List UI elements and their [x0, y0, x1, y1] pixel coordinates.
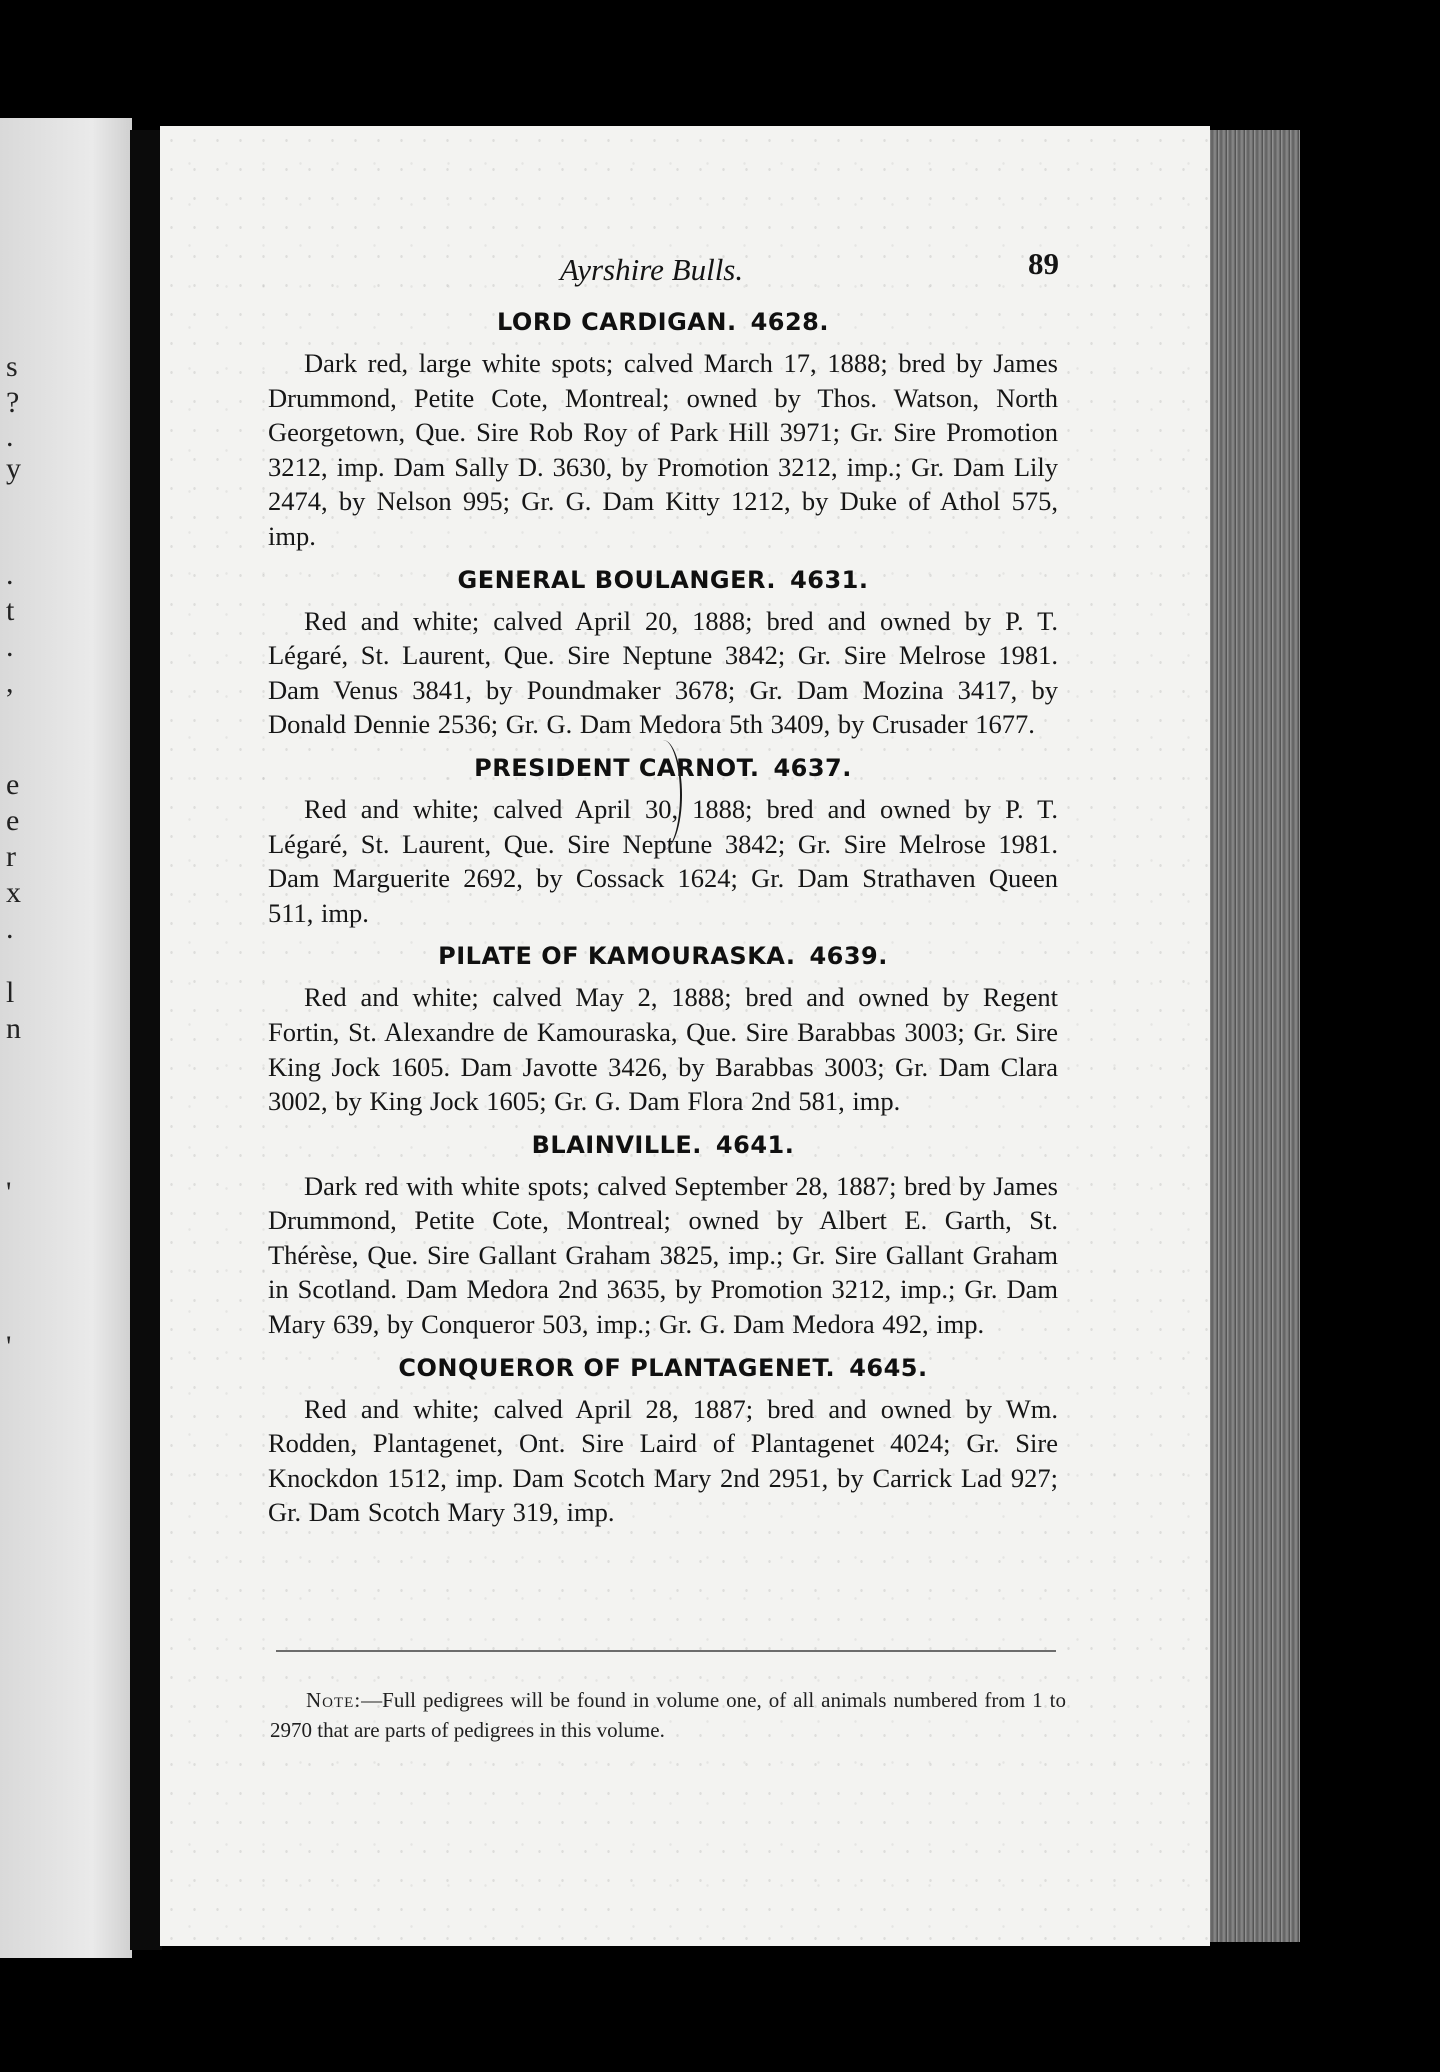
facing-page-fragment: n	[6, 1012, 21, 1045]
page-stack-edge	[1200, 130, 1300, 1942]
running-title: Ayrshire Bulls.	[560, 252, 744, 287]
herdbook-number: 4628.	[750, 308, 829, 336]
bull-name: PRESIDENT CARNOT.	[474, 753, 760, 782]
bull-name: PILATE OF KAMOURASKA.	[438, 942, 796, 971]
bull-name: BLAINVILLE.	[531, 1130, 702, 1159]
facing-page-fragment: ?	[6, 386, 20, 419]
facing-page-fragment: e	[6, 768, 20, 801]
entry-heading	[268, 562, 1058, 598]
facing-page-fragment: .	[6, 558, 14, 591]
herdbook-number: 4641.	[715, 1130, 795, 1159]
bull-name: LORD CARDIGAN.	[496, 308, 737, 336]
facing-page-fragment: l	[6, 976, 15, 1009]
footnote-lead: Note:	[306, 1688, 362, 1712]
pen-mark	[644, 740, 682, 850]
entry	[268, 1127, 1058, 1342]
facing-page-fragment: t	[6, 594, 15, 627]
facing-page-fragment: r	[6, 840, 16, 873]
entry-list	[268, 304, 1058, 1538]
facing-page-edge	[0, 118, 132, 1958]
herdbook-number: 4639.	[809, 942, 888, 971]
entry-text: Dark red with white spots; calved September 28, 1887; bred by James Drummond, Petite Cote, Montreal; owned by Albert E. Garth, St. Thérèse, Que. Sire Gallant Graham 3825, imp.; Gr. Sire Gallant Graham in Scotland. Dam Medora 2nd 3635, by Promotion 3212, imp.; Gr. Dam Mary 639, by Conqueror 503, imp.; Gr. G. Dam Medora 492, imp.	[268, 1170, 1058, 1340]
entry-text: Red and white; calved April 28, 1887; bred and owned by Wm. Rodden, Plantagenet, Ont. Sire Laird of Plantagenet 4024; Gr. Sire Knockdon 1512, imp. Dam Scotch Mary 2nd 2951, by Carrick Lad 927; Gr. Dam Scotch Mary 319, imp.	[268, 1393, 1058, 1528]
book-page	[160, 126, 1210, 1946]
entry	[268, 938, 1058, 1118]
facing-page-fragment: '	[6, 1176, 12, 1209]
entry-text: Red and white; calved April 20, 1888; bred and owned by P. T. Légaré, St. Laurent, Que. Sire Neptune 3842; Gr. Sire Melrose 1981. Dam Venus 3841, by Poundmaker 3678; Gr. Dam Mozina 3417, by Donald Dennie 2536; Gr. G. Dam Medora 5th 3409, by Crusader 1677.	[268, 605, 1058, 740]
facing-page-fragment: y	[6, 452, 21, 485]
herdbook-number: 4631.	[790, 565, 869, 594]
bull-name: CONQUEROR OF PLANTAGENET.	[398, 1353, 836, 1382]
running-head	[160, 242, 1210, 302]
entry-text: Red and white; calved April 30, 1888; bred and owned by P. T. Légaré, St. Laurent, Que. Sire Neptune 3842; Gr. Sire Melrose 1981. Dam Marguerite 2692, by Cossack 1624; Gr. Dam Strathaven Queen 511, imp.	[268, 793, 1058, 928]
entry-heading	[268, 1127, 1058, 1163]
entry	[268, 1350, 1058, 1530]
entry-text: Red and white; calved May 2, 1888; bred and owned by Regent Fortin, St. Alexandre de Kamouraska, Que. Sire Barabbas 3003; Gr. Sire King Jock 1605. Dam Javotte 3426, by Barabbas 3003; Gr. Dam Clara 3002, by King Jock 1605; Gr. G. Dam Flora 2nd 581, imp.	[268, 982, 1058, 1117]
facing-page-fragment: e	[6, 804, 20, 837]
herdbook-number: 4645.	[849, 1353, 928, 1382]
facing-page-fragment: s	[6, 350, 18, 383]
page-number: 89	[1028, 246, 1059, 281]
entry-heading	[268, 1350, 1058, 1386]
facing-page-fragment: .	[6, 912, 14, 945]
facing-page-fragment: x	[6, 876, 21, 909]
facing-page-fragment: .	[6, 630, 14, 663]
book-gutter	[130, 130, 162, 1950]
facing-page-fragment: '	[6, 1330, 12, 1363]
footnote-text: —Full pedigrees will be found in volume one, of all animals numbered from 1 to 2970 that are parts of pedigrees in this volume.	[270, 1688, 1066, 1742]
entry	[268, 562, 1058, 742]
facing-page-fragment: ,	[6, 666, 14, 699]
entry-heading	[268, 304, 1058, 340]
footnote	[270, 1685, 1066, 1745]
footnote-rule	[276, 1650, 1056, 1652]
bull-name: GENERAL BOULANGER.	[457, 565, 777, 594]
entry	[268, 304, 1058, 554]
entry-text: Dark red, large white spots; calved March 17, 1888; bred by James Drummond, Petite Cote, Montreal; owned by Thos. Watson, North Georgetown, Que. Sire Rob Roy of Park Hill 3971; Gr. Sire Promotion 3212, imp. Dam Sally D. 3630, by Promotion 3212, imp.; Gr. Dam Lily 2474, by Nelson 995; Gr. G. Dam Kitty 1212, by Duke of Athol 575, imp.	[268, 348, 1058, 551]
facing-page-fragment: .	[6, 420, 14, 453]
herdbook-number: 4637.	[773, 753, 852, 782]
entry-heading	[268, 938, 1058, 974]
